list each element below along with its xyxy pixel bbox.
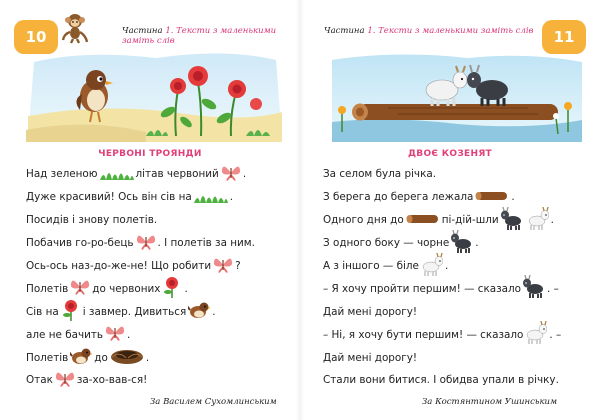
grass-icon — [194, 189, 228, 206]
black-goat-icon — [451, 230, 473, 257]
white-goat-icon — [525, 321, 547, 348]
black-goat-icon — [523, 275, 545, 302]
text-fragment: . — [212, 305, 216, 318]
text-fragment: З берега до берега лежала — [323, 191, 474, 204]
story-text — [323, 163, 600, 392]
right-page — [300, 0, 600, 420]
white-goat-icon — [421, 253, 443, 280]
text-line — [26, 255, 300, 278]
text-line — [323, 369, 600, 392]
text-fragment: А з іншого — біле — [323, 260, 419, 272]
text-fragment: Дай мені дорогу! — [323, 305, 418, 318]
text-fragment: Одного дня до — [323, 214, 404, 227]
text-line — [323, 255, 600, 278]
text-fragment: Полетів — [26, 282, 69, 295]
text-fragment: Ось-ось наз-до-же-не! Що робити — [26, 260, 212, 272]
page-number-tab — [542, 20, 586, 54]
running-head-title: Тексти з маленькими заміть слів — [122, 26, 277, 46]
butterfly-icon — [70, 278, 90, 299]
text-fragment: до червоних — [92, 282, 161, 295]
text-line — [323, 323, 600, 346]
sparrow-icon — [188, 301, 210, 322]
text-fragment: ? — [235, 260, 241, 272]
running-head-number: 1. — [165, 26, 174, 36]
text-line — [26, 346, 300, 369]
text-line — [26, 277, 300, 300]
running-head-part: Частина — [324, 26, 365, 36]
rose-icon — [61, 299, 81, 324]
log-icon — [475, 190, 509, 205]
text-fragment: . — [229, 191, 234, 204]
page-number-tab — [14, 20, 58, 54]
text-line — [323, 186, 600, 209]
text-fragment: Над зеленою — [26, 168, 98, 181]
grass-icon — [100, 166, 134, 183]
text-fragment: Побачив го-ро-бець — [26, 237, 134, 250]
text-fragment: . — [444, 260, 449, 272]
text-line — [323, 346, 600, 369]
text-fragment: З одного боку — чорне — [323, 237, 450, 250]
attribution: За Костянтином Ушинським — [422, 397, 558, 407]
text-fragment: . — [511, 191, 515, 204]
text-fragment: . – — [547, 282, 559, 295]
monkey-icon — [60, 12, 90, 44]
text-fragment: Дуже красивий! Ось він сів на — [26, 191, 192, 204]
story-title: ДВОЄ КОЗЕНЯТ — [407, 149, 492, 159]
text-line — [26, 209, 300, 232]
text-fragment: за-хо-вав-ся! — [76, 374, 148, 387]
text-fragment: – Я хочу пройти першим! — сказало — [323, 282, 522, 295]
text-fragment: літав червоний — [135, 168, 219, 181]
text-fragment: але не бачить — [26, 328, 104, 341]
log-icon — [406, 213, 440, 228]
text-line — [323, 232, 600, 255]
text-line — [26, 323, 300, 346]
text-fragment: Стали вони битися. І обидва упали в річку. — [323, 374, 559, 387]
goats-on-log-illustration — [328, 52, 586, 142]
butterfly-icon — [213, 256, 233, 277]
text-line — [26, 300, 300, 323]
text-line — [323, 277, 600, 300]
text-fragment: . – — [549, 328, 562, 341]
story-text — [26, 163, 300, 392]
text-fragment: . — [475, 237, 479, 250]
text-line — [26, 232, 300, 255]
butterfly-icon — [55, 370, 75, 391]
text-line — [26, 163, 300, 186]
text-line — [26, 369, 300, 392]
running-head-title: Тексти з маленькими заміть слів — [378, 26, 534, 36]
sparrow-roses-illustration — [26, 52, 284, 142]
text-fragment: Посидів і знову полетів. — [26, 214, 158, 227]
butterfly-icon — [221, 164, 241, 185]
text-line — [323, 209, 600, 232]
text-fragment: . І полетів за ним. — [157, 237, 255, 250]
nest-icon — [110, 347, 144, 368]
text-fragment: Сів на — [26, 305, 59, 318]
story-title: ЧЕРВОНІ ТРОЯНДИ — [98, 149, 202, 159]
text-fragment: – Ні, я хочу бути першим! — сказало — [323, 328, 524, 341]
black-goat-icon — [501, 207, 523, 234]
text-fragment: . — [127, 328, 131, 341]
text-fragment: Полетів — [26, 351, 69, 364]
white-goat-icon — [527, 207, 549, 234]
text-fragment: . — [145, 351, 150, 364]
text-line — [26, 186, 300, 209]
page-number: 10 — [25, 28, 47, 46]
text-fragment: Дай мені дорогу! — [323, 351, 418, 364]
text-fragment: Отак — [26, 374, 53, 387]
text-line — [323, 300, 600, 323]
text-fragment: і завмер. Дивиться — [82, 305, 187, 318]
text-fragment: до — [94, 351, 108, 364]
rose-icon — [162, 276, 182, 301]
running-head — [122, 26, 300, 46]
butterfly-icon — [105, 324, 125, 345]
text-fragment: . — [242, 168, 247, 181]
running-head-number: 1. — [367, 26, 376, 36]
text-fragment: . — [550, 214, 554, 227]
text-fragment: За селом була річка. — [323, 168, 437, 181]
attribution: За Василем Сухомлинським — [150, 397, 277, 407]
running-head — [324, 26, 534, 36]
sparrow-icon — [70, 347, 92, 368]
running-head-part: Частина — [122, 26, 163, 36]
text-line — [323, 163, 600, 186]
page-number: 11 — [553, 28, 575, 46]
butterfly-icon — [136, 233, 156, 254]
text-fragment: пі-дій-шли — [441, 214, 499, 227]
text-fragment: . — [184, 282, 188, 295]
